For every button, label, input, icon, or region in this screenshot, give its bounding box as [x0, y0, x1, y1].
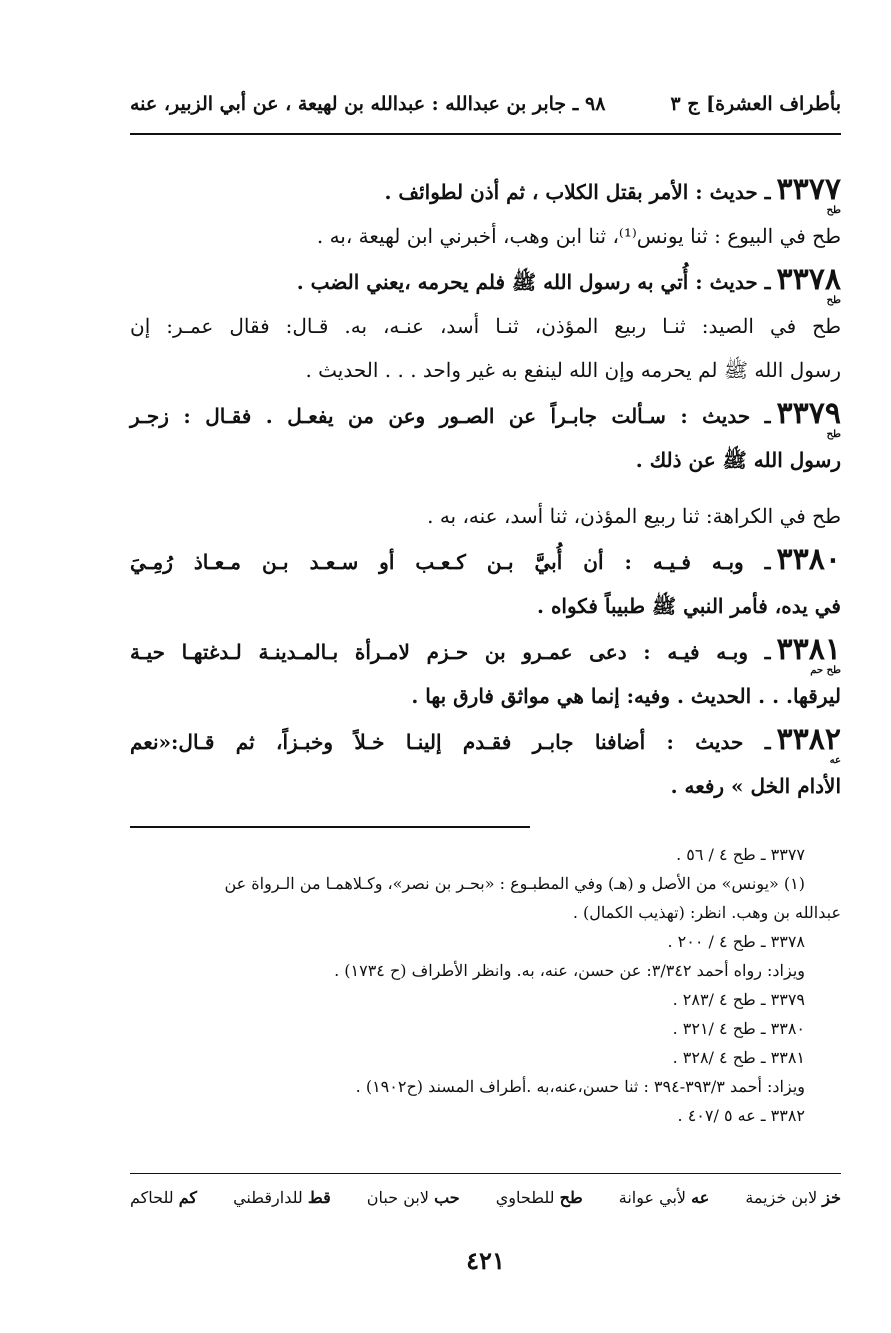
header-rule — [130, 133, 841, 135]
legend-item — [496, 1188, 583, 1207]
hadith-text: ـ حديث : أُتي به رسول الله ﷺ فلم يحرمه ،يعني الضب . — [296, 270, 771, 294]
entry-line — [130, 168, 841, 214]
footnote-line: ٣٣٨١ ـ طح ٤ /٣٢٨ . — [672, 1048, 805, 1067]
legend-siglum: طح — [559, 1188, 583, 1207]
footnote-rule — [130, 826, 530, 828]
entry-line — [130, 764, 841, 808]
hadith-text: الأدام الخل » رفعه . — [670, 774, 841, 798]
entry-line — [130, 674, 841, 718]
source-siglum: طح — [826, 429, 841, 440]
hadith-number: ٣٣٧٧ — [776, 172, 841, 207]
legend-item — [130, 1188, 197, 1207]
hadith-text: ـ حديث : الأمر بقتل الكلاب ، ثم أذن لطوائف . — [384, 180, 771, 204]
source-siglum: طح حم — [810, 665, 841, 676]
footnote-line: ٣٣٧٧ ـ طح ٤ / ٥٦ . — [676, 845, 805, 864]
entry-line — [130, 538, 841, 584]
legend-item — [367, 1188, 460, 1207]
source-siglum: طح — [826, 295, 841, 306]
entry-line — [130, 438, 841, 482]
hadith-entries — [130, 168, 841, 808]
hadith-text: في يده، فأمر النبي ﷺ طبيباً فكواه . — [537, 594, 841, 618]
legend-item — [233, 1188, 331, 1207]
legend-siglum: كم — [178, 1188, 198, 1207]
chapter-title: ٩٨ ـ جابر بن عبدالله : عبدالله بن لهيعة ، عن أبي الزبير، عنه — [130, 93, 606, 115]
entry-line — [130, 258, 841, 304]
chain-line — [130, 494, 841, 538]
hadith-entry — [130, 392, 841, 538]
legend-label: لابن حبان — [366, 1188, 429, 1207]
legend-siglum: قط — [307, 1188, 331, 1207]
spacer — [130, 482, 841, 494]
footnote-line: ويزاد: أحمد ٣٩٣/٣-٣٩٤ : ثنا حسن،عنه،به .أطراف المسند (ح١٩٠٢) . — [355, 1077, 805, 1096]
footnote-line: ويزاد: رواه أحمد ٣/٣٤٢: عن حسن، عنه، به. وانظر الأطراف (ح ١٧٣٤) . — [334, 961, 805, 980]
chain-text: طح في الصيد: ثنـا ربيع المؤذن، ثنـا أسد، عنـه، به. قـال: فقال عمـر: إن — [130, 314, 841, 338]
legend-label: للحاكم — [130, 1188, 174, 1207]
chain-text: طح في الكراهة: ثنا ربيع المؤذن، ثنا أسد، عنه، به . — [427, 504, 841, 528]
chain-line — [130, 214, 841, 258]
hadith-text: ـ وبـه فـيـه : أن أُبيَّ بـن كـعـب أو سـعـد بـن مـعـاذ رُمِـيَ — [130, 550, 771, 574]
legend-item — [619, 1188, 710, 1207]
legend-label: لابن خزيمة — [745, 1188, 818, 1207]
hadith-entry — [130, 628, 841, 718]
hadith-entry — [130, 718, 841, 808]
legend-siglum: عه — [691, 1188, 710, 1207]
legend-label: للدارقطني — [233, 1188, 303, 1207]
hadith-text: ـ وبـه فيـه : دعى عمـرو بن حـزم لامـرأة بـالمـدينـة لـدغتهـا حيـة — [130, 640, 771, 664]
chain-text: رسول الله ﷺ لم يحرمه وإن الله لينفع به غير واحد . . . الحديث . — [305, 358, 841, 382]
legend-item — [745, 1188, 841, 1207]
entry-line — [130, 718, 841, 764]
entry-line — [130, 392, 841, 438]
hadith-text: ليرقها. . . الحديث . وفيه: إنما هي مواثق فارق بها . — [411, 684, 841, 708]
hadith-number: ٣٣٨١ — [776, 632, 841, 667]
book-title: بأطراف العشرة] ج ٣ — [670, 93, 841, 115]
hadith-text: ـ حديث : أضافنا جابـر فقـدم إلينـا خـلاً وخبـزاً، ثم قـال:«نعم — [130, 730, 771, 754]
entry-line — [130, 584, 841, 628]
hadith-entry — [130, 538, 841, 628]
page-number: ٤٢١ — [466, 1246, 505, 1275]
running-head — [130, 84, 841, 124]
hadith-text: رسول الله ﷺ عن ذلك . — [635, 448, 841, 472]
hadith-entry — [130, 258, 841, 392]
footnote-line: عبدالله بن وهب. انظر: (تهذيب الكمال) . — [572, 903, 841, 922]
legend-siglum: خز — [822, 1188, 841, 1207]
hadith-entry — [130, 168, 841, 258]
hadith-number: ٣٣٧٨ — [776, 262, 841, 297]
hadith-text: ـ حديث : سـألت جابـراً عن الصـور وعن من يفعـل . فقـال : زجـر — [130, 404, 771, 428]
hadith-number: ٣٣٨٠ — [776, 542, 841, 577]
legend-label: لأبي عوانة — [618, 1188, 687, 1207]
book-page — [130, 0, 841, 1333]
footnote-line: (١) «يونس» من الأصل و (هـ) وفي المطبـوع : «بحـر بن نصر»، وكـلاهمـا من الـرواة عن — [224, 874, 805, 893]
footnote-line: ٣٣٧٨ ـ طح ٤ / ٢٠٠ . — [667, 932, 805, 951]
footnote-line: ٣٣٨٠ ـ طح ٤ /٣٢١ . — [672, 1019, 805, 1038]
legend-label: للطحاوي — [495, 1188, 555, 1207]
chain-line — [130, 304, 841, 348]
chain-text: طح في البيوع : ثنا يونس⁽¹⁾، ثنا ابن وهب، أخبرني ابن لهيعة ،به . — [316, 224, 841, 248]
hadith-number: ٣٣٨٢ — [776, 722, 841, 757]
hadith-number: ٣٣٧٩ — [776, 396, 841, 431]
source-siglum: طح — [826, 205, 841, 216]
footnote-line: ٣٣٧٩ ـ طح ٤ /٢٨٣ . — [672, 990, 805, 1009]
source-siglum: عه — [829, 755, 841, 766]
footnote-line: ٣٣٨٢ ـ عه ٥ /٤٠٧ . — [677, 1106, 805, 1125]
legend-siglum: حب — [434, 1188, 460, 1207]
legend-rule — [130, 1173, 841, 1174]
footnotes — [130, 840, 841, 1130]
entry-line — [130, 628, 841, 674]
sigla-legend — [130, 1188, 841, 1207]
chain-line — [130, 348, 841, 392]
